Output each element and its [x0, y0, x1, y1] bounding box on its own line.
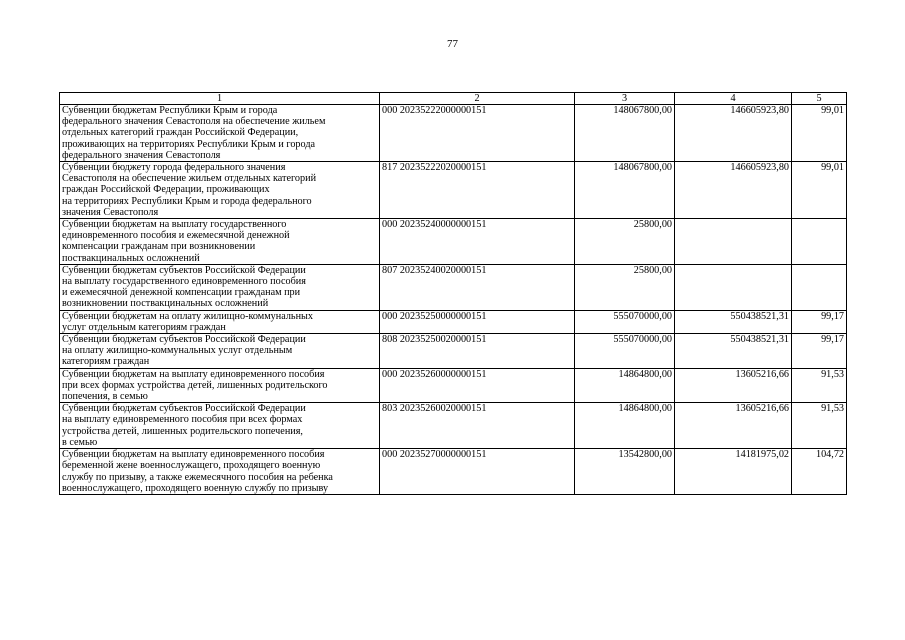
row-percent: 99,01	[792, 105, 847, 162]
row-name: Субвенции бюджетам на выплату единовременного пособия при всех формах устройства детей, лишенных родительского попечения, в семью	[60, 368, 380, 403]
row-percent: 104,72	[792, 449, 847, 495]
row-code: 000 20235222000000151	[380, 105, 575, 162]
table-row	[60, 334, 847, 369]
row-name: Субвенции бюджетам на выплату единовременного пособия беременной жене военнослужащего, проходящего военную службу по призыву, а также ежемесячного пособия на ребенка военнослужащего, проходящего военную службу по призыву	[60, 449, 380, 495]
row-plan: 555070000,00	[575, 310, 675, 333]
table-row	[60, 105, 847, 162]
row-name: Субвенции бюджету города федерального значения Севастополя на обеспечение жильем отдельных категорий граждан Российской Федерации, проживающих на территориях Республики Крым и города федерального значения Севастополя	[60, 162, 380, 219]
row-fact: 13605216,66	[675, 403, 792, 449]
table-row	[60, 219, 847, 265]
row-percent: 91,53	[792, 368, 847, 403]
row-fact	[675, 219, 792, 265]
row-plan: 148067800,00	[575, 105, 675, 162]
row-name: Субвенции бюджетам Республики Крым и города федерального значения Севастополя на обеспечение жильем отдельных категорий граждан Российской Федерации, проживающих на территориях Республики Крым и города федерального значения Севастополя	[60, 105, 380, 162]
row-name: Субвенции бюджетам на оплату жилищно-коммунальных услуг отдельным категориям граждан	[60, 310, 380, 333]
table-row	[60, 310, 847, 333]
row-code: 808 20235250020000151	[380, 334, 575, 369]
row-plan: 14864800,00	[575, 403, 675, 449]
row-fact: 14181975,02	[675, 449, 792, 495]
row-code: 000 20235260000000151	[380, 368, 575, 403]
row-percent: 99,17	[792, 334, 847, 369]
column-header-4: 4	[675, 93, 792, 105]
row-fact: 550438521,31	[675, 334, 792, 369]
row-plan: 14864800,00	[575, 368, 675, 403]
row-name: Субвенции бюджетам субъектов Российской Федерации на выплату государственного единовременного пособия и ежемесячной денежной компенсации гражданам при возникновении поствакцинальных осложнений	[60, 264, 380, 310]
row-fact: 550438521,31	[675, 310, 792, 333]
table-row	[60, 368, 847, 403]
row-code: 000 20235250000000151	[380, 310, 575, 333]
column-header-1: 1	[60, 93, 380, 105]
table-row	[60, 162, 847, 219]
row-fact: 13605216,66	[675, 368, 792, 403]
row-name: Субвенции бюджетам на выплату государственного единовременного пособия и ежемесячной денежной компенсации гражданам при возникновении поствакцинальных осложнений	[60, 219, 380, 265]
column-header-3: 3	[575, 93, 675, 105]
row-name: Субвенции бюджетам субъектов Российской Федерации на выплату единовременного пособия при всех формах устройства детей, лишенных родительского попечения, в семью	[60, 403, 380, 449]
row-percent: 91,53	[792, 403, 847, 449]
row-fact: 146605923,80	[675, 105, 792, 162]
row-plan: 13542800,00	[575, 449, 675, 495]
row-code: 000 20235240000000151	[380, 219, 575, 265]
row-fact: 146605923,80	[675, 162, 792, 219]
row-code: 000 20235270000000151	[380, 449, 575, 495]
row-percent	[792, 264, 847, 310]
row-plan: 555070000,00	[575, 334, 675, 369]
budget-table	[59, 92, 847, 495]
row-plan: 148067800,00	[575, 162, 675, 219]
row-code: 817 20235222020000151	[380, 162, 575, 219]
row-name: Субвенции бюджетам субъектов Российской Федерации на оплату жилищно-коммунальных услуг отдельным категориям граждан	[60, 334, 380, 369]
row-percent	[792, 219, 847, 265]
row-fact	[675, 264, 792, 310]
row-plan: 25800,00	[575, 264, 675, 310]
row-plan: 25800,00	[575, 219, 675, 265]
table-row	[60, 449, 847, 495]
row-code: 803 20235260020000151	[380, 403, 575, 449]
table-row	[60, 264, 847, 310]
table-header-row	[60, 93, 847, 105]
row-percent: 99,01	[792, 162, 847, 219]
column-header-5: 5	[792, 93, 847, 105]
column-header-2: 2	[380, 93, 575, 105]
table-row	[60, 403, 847, 449]
row-percent: 99,17	[792, 310, 847, 333]
page-number: 77	[447, 38, 458, 50]
row-code: 807 20235240020000151	[380, 264, 575, 310]
